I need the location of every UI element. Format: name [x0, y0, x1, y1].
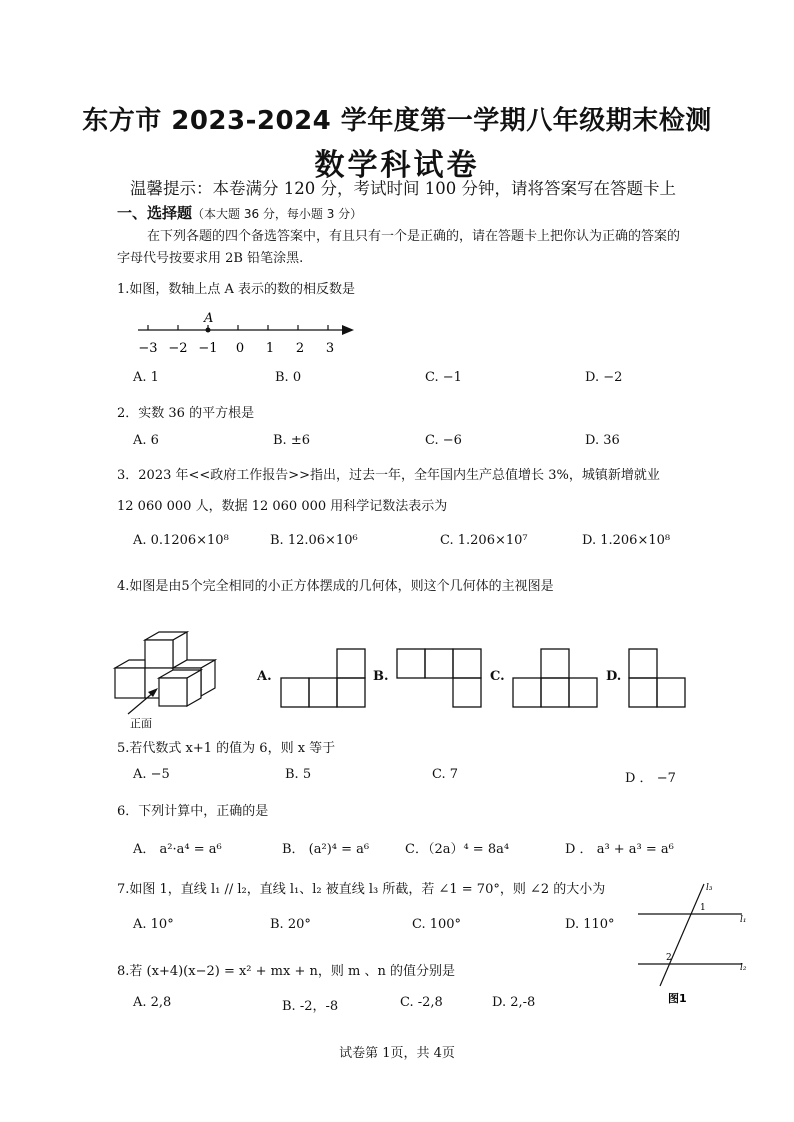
q2-option-d[interactable]: D. 36: [585, 433, 620, 448]
q3-option-a[interactable]: A. 0.1206×10⁸: [133, 533, 229, 548]
q4-view-c: [511, 647, 601, 709]
q8-option-d[interactable]: D. 2,-8: [492, 995, 536, 1010]
q2-option-b[interactable]: B. ±6: [273, 433, 310, 448]
tick-label: 2: [295, 341, 305, 356]
point-a-label: A: [204, 311, 214, 326]
q6-option-a[interactable]: A． a²·a⁴ = a⁶: [133, 842, 222, 857]
question-7-stem: 7.如图 1，直线 l₁ // l₂，直线 l₁、l₂ 被直线 l₃ 所截，若 ∠1 = 70°，则 ∠2 的大小为: [117, 882, 606, 897]
q1-option-a[interactable]: A. 1: [133, 370, 159, 385]
q2-option-c[interactable]: C. −6: [425, 433, 462, 448]
q6-option-d[interactable]: D ． a³ + a³ = a⁶: [565, 842, 674, 857]
q8-option-b[interactable]: B. -2，-8: [282, 999, 339, 1014]
tick-label: −2: [168, 341, 188, 356]
q1-option-d[interactable]: D. −2: [585, 370, 623, 385]
tick-label: 1: [265, 341, 275, 356]
q8-option-a[interactable]: A. 2,8: [133, 995, 172, 1010]
question-3-stem-cont: 12 060 000 人，数据 12 060 000 用科学记数法表示为: [117, 499, 448, 514]
cube-solid-figure: [110, 630, 220, 730]
line-l3-label: l₃: [706, 883, 713, 893]
question-1-stem: 1.如图，数轴上点 A 表示的数的相反数是: [117, 282, 356, 297]
q5-option-a[interactable]: A. −5: [133, 767, 170, 782]
question-5-stem: 5.若代数式 x+1 的值为 6，则 x 等于: [117, 741, 336, 756]
angle-1-label: 1: [700, 903, 706, 913]
q4-option-b[interactable]: B.: [373, 669, 389, 684]
q5-option-b[interactable]: B. 5: [285, 767, 312, 782]
figure-1-caption: 图1: [668, 992, 687, 1005]
q4-option-c[interactable]: C.: [490, 669, 505, 684]
q4-view-b: [395, 647, 485, 709]
section-intro: 在下列各题的四个备选答案中，有且只有一个是正确的，请在答题卡上把你认为正确的答案的字母代号按要求用 2B 铅笔涂黑.: [117, 229, 681, 266]
question-4-stem: 4.如图是由5个完全相同的小正方体摆成的几何体，则这个几何体的主视图是: [117, 579, 554, 594]
question-6-stem: 6．下列计算中，正确的是: [117, 804, 269, 819]
line-l2-label: l₂: [740, 963, 747, 973]
q3-option-d[interactable]: D. 1.206×10⁸: [582, 533, 671, 548]
q8-option-c[interactable]: C. -2,8: [400, 995, 443, 1010]
section-heading: 一、选择题（本大题 36 分，每小题 3 分）: [117, 204, 363, 222]
angle-2-label: 2: [666, 953, 672, 963]
tick-label: 3: [325, 341, 335, 356]
parallel-lines-figure: [632, 878, 752, 1008]
q3-option-b[interactable]: B. 12.06×10⁶: [270, 533, 358, 548]
q6-option-b[interactable]: B． (a²)⁴ = a⁶: [282, 842, 370, 857]
q4-option-d[interactable]: D.: [606, 669, 622, 684]
number-line-figure: [130, 310, 360, 360]
page-footer: 试卷第 1页，共 4页: [339, 1046, 455, 1061]
q7-option-d[interactable]: D. 110°: [565, 917, 615, 932]
q5-option-c[interactable]: C. 7: [432, 767, 459, 782]
q7-option-a[interactable]: A. 10°: [133, 917, 174, 932]
exam-title: 东方市 2023-2024 学年度第一学期八年级期末检测: [82, 106, 712, 136]
question-3-stem: 3．2023 年<<政府工作报告>>指出，过去一年，全年国内生产总值增长 3%，城镇新增就业: [117, 468, 660, 483]
line-l1-label: l₁: [740, 915, 747, 925]
q5-option-d[interactable]: D ． −7: [625, 771, 676, 786]
q2-option-a[interactable]: A. 6: [133, 433, 159, 448]
q1-option-c[interactable]: C. −1: [425, 370, 462, 385]
exam-tip: 温馨提示：本卷满分 120 分，考试时间 100 分钟，请将答案写在答题卡上: [130, 179, 676, 198]
tick-label: −3: [138, 341, 158, 356]
front-label: 正面: [130, 717, 152, 730]
question-8-stem: 8.若 (x+4)(x−2) = x² + mx + n，则 m 、n 的值分别是: [117, 964, 455, 979]
section-note: （本大题 36 分，每小题 3 分）: [192, 207, 363, 221]
q7-option-b[interactable]: B. 20°: [270, 917, 311, 932]
q3-option-c[interactable]: C. 1.206×10⁷: [440, 533, 528, 548]
q4-view-d: [627, 647, 692, 709]
q6-option-c[interactable]: C．（2a）⁴ = 8a⁴: [405, 842, 510, 857]
tick-label: 0: [235, 341, 245, 356]
exam-subtitle: 数学科试卷: [314, 148, 480, 183]
q4-view-a: [279, 647, 369, 709]
q7-option-c[interactable]: C. 100°: [412, 917, 462, 932]
tick-label: −1: [198, 341, 218, 356]
question-2-stem: 2．实数 36 的平方根是: [117, 406, 255, 421]
q4-option-a[interactable]: A.: [257, 669, 272, 684]
q1-option-b[interactable]: B. 0: [275, 370, 302, 385]
